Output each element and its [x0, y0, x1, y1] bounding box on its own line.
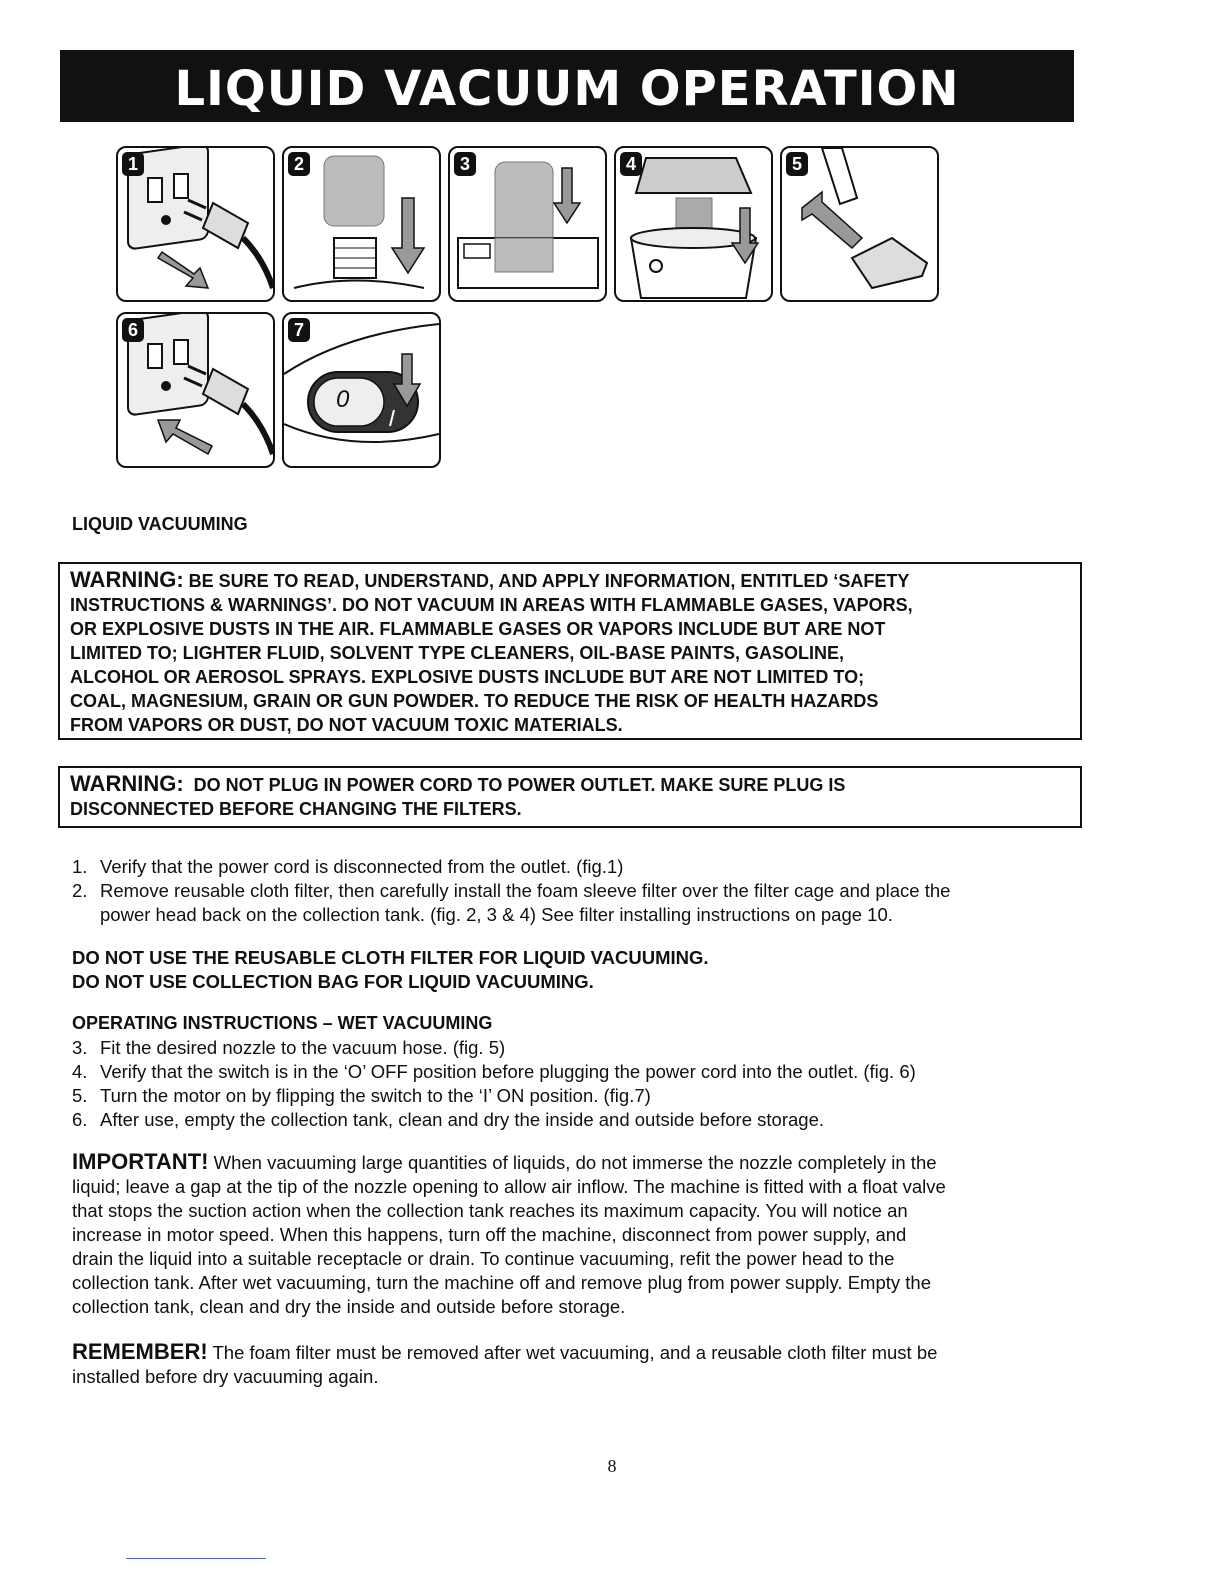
paragraph-line: collection tank, clean and dry the inside and outside before storage.	[72, 1296, 626, 1317]
figure-6	[116, 312, 275, 468]
warning-box-safety	[58, 562, 1082, 740]
warning-label: WARNING:	[70, 771, 184, 796]
paragraph-line: liquid; leave a gap at the tip of the nozzle opening to allow air inflow. The machine is fitted with a float valve	[72, 1176, 946, 1197]
section-heading: LIQUID VACUUMING	[72, 514, 248, 534]
page-number: 8	[607, 1456, 617, 1476]
step-number: 3.	[72, 1037, 88, 1058]
step-number: 5.	[72, 1085, 88, 1106]
figure-5	[780, 146, 939, 302]
warning-line: OR EXPLOSIVE DUSTS IN THE AIR. FLAMMABLE GASES OR VAPORS INCLUDE BUT ARE NOT	[70, 619, 886, 639]
step-text: Fit the desired nozzle to the vacuum hose. (fig. 5)	[100, 1037, 506, 1058]
list-item	[72, 1060, 916, 1084]
title-bar	[60, 50, 1074, 122]
step-text: power head back on the collection tank. (fig. 2, 3 & 4) See filter installing instructions on page 10.	[100, 904, 893, 925]
step-text: Remove reusable cloth filter, then carefully install the foam sleeve filter over the filter cage and place the	[100, 880, 951, 901]
remember-label: REMEMBER!	[72, 1339, 208, 1364]
switch-off-label: 0	[336, 386, 350, 413]
notice-block	[72, 946, 709, 994]
warning-line: DISCONNECTED BEFORE CHANGING THE FILTERS.	[70, 799, 522, 819]
figure-number: 2	[288, 152, 310, 176]
paragraph-line: installed before dry vacuuming again.	[72, 1366, 379, 1387]
list-item	[72, 879, 950, 927]
figure-number: 3	[454, 152, 476, 176]
step-number: 4.	[72, 1061, 88, 1082]
figure-2	[282, 146, 441, 302]
paragraph-line: When vacuuming large quantities of liquids, do not immerse the nozzle completely in the	[213, 1152, 937, 1173]
steps-list-b	[72, 1036, 916, 1132]
warning-line: ALCOHOL OR AEROSOL SPRAYS. EXPLOSIVE DUSTS INCLUDE BUT ARE NOT LIMITED TO;	[70, 667, 865, 687]
step-text: After use, empty the collection tank, clean and dry the inside and outside before storage.	[100, 1109, 824, 1130]
warning-text	[70, 568, 1070, 737]
warning-line: DO NOT PLUG IN POWER CORD TO POWER OUTLET. MAKE SURE PLUG IS	[193, 775, 846, 795]
paragraph-line: drain the liquid into a suitable receptacle or drain. To continue vacuuming, refit the power head to the	[72, 1248, 895, 1269]
figure-1	[116, 146, 275, 302]
warning-box-power	[58, 766, 1082, 828]
step-number: 2.	[72, 880, 88, 901]
remember-paragraph	[72, 1340, 1062, 1389]
figure-3	[448, 146, 607, 302]
figure-number: 5	[786, 152, 808, 176]
figure-number: 7	[288, 318, 310, 342]
operating-heading: OPERATING INSTRUCTIONS – WET VACUUMING	[72, 1013, 493, 1033]
figure-4	[614, 146, 773, 302]
step-text: Verify that the switch is in the ‘O’ OFF position before plugging the power cord into the outlet. (fig. 6)	[100, 1061, 916, 1082]
notice-line: DO NOT USE THE REUSABLE CLOTH FILTER FOR LIQUID VACUUMING.	[72, 947, 709, 968]
step-number: 1.	[72, 856, 88, 877]
warning-line: BE SURE TO READ, UNDERSTAND, AND APPLY INFORMATION, ENTITLED ‘SAFETY	[188, 571, 910, 591]
footer-divider	[126, 1558, 266, 1559]
figure-number: 6	[122, 318, 144, 342]
paragraph-line: The foam filter must be removed after wet vacuuming, and a reusable cloth filter must be	[212, 1342, 938, 1363]
warning-label: WARNING:	[70, 567, 184, 592]
step-number: 6.	[72, 1109, 88, 1130]
step-text: Verify that the power cord is disconnected from the outlet. (fig.1)	[100, 856, 624, 877]
paragraph-line: collection tank. After wet vacuuming, turn the machine off and remove plug from power supply. Empty the	[72, 1272, 931, 1293]
page-title: LIQUID VACUUM OPERATION	[174, 61, 960, 117]
warning-line: FROM VAPORS OR DUST, DO NOT VACUUM TOXIC MATERIALS.	[70, 715, 623, 735]
warning-line: INSTRUCTIONS & WARNINGS’. DO NOT VACUUM IN AREAS WITH FLAMMABLE GASES, VAPORS,	[70, 595, 913, 615]
step-text: Turn the motor on by flipping the switch to the ‘I’ ON position. (fig.7)	[100, 1085, 651, 1106]
list-item	[72, 855, 950, 879]
steps-list-a	[72, 855, 950, 927]
figure-number: 1	[122, 152, 144, 176]
notice-line: DO NOT USE COLLECTION BAG FOR LIQUID VACUUMING.	[72, 971, 594, 992]
list-item	[72, 1084, 916, 1108]
list-item	[72, 1108, 916, 1132]
paragraph-line: increase in motor speed. When this happens, turn off the machine, disconnect from power supply, and	[72, 1224, 907, 1245]
figure-number: 4	[620, 152, 642, 176]
important-paragraph	[72, 1150, 1062, 1319]
list-item	[72, 1036, 916, 1060]
warning-text	[70, 772, 1070, 821]
important-label: IMPORTANT!	[72, 1149, 209, 1174]
warning-line: LIMITED TO; LIGHTER FLUID, SOLVENT TYPE CLEANERS, OIL-BASE PAINTS, GASOLINE,	[70, 643, 845, 663]
warning-line: COAL, MAGNESIUM, GRAIN OR GUN POWDER. TO REDUCE THE RISK OF HEALTH HAZARDS	[70, 691, 879, 711]
paragraph-line: that stops the suction action when the collection tank reaches its maximum capacity. You will notice an	[72, 1200, 908, 1221]
figure-7	[282, 312, 441, 468]
